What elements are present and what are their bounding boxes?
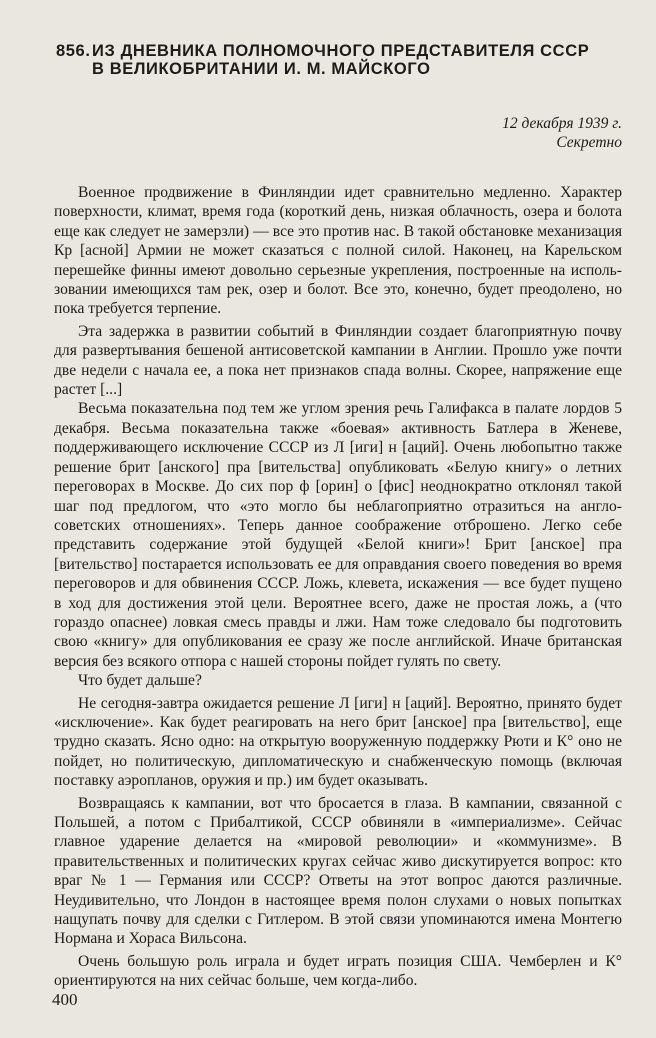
heading-title-line-2: В ВЕЛИКОБРИТАНИИ И. М. МАЙСКОГО — [92, 60, 431, 78]
classification-mark: Секретно — [556, 134, 622, 151]
paragraph-7: Очень большую роль играла и будет играть позиция США. Чемберлен и К° ориентируются на них сейчас больше, чем когда-либо. — [54, 952, 622, 990]
document-body — [54, 180, 622, 991]
paragraph-3: Весьма показательна под тем же углом зрения речь Галифакса в палате лордов 5 декабря. Весьма показательна также «боевая» активность Батлера в Женеве, поддерживающего исключение СССР из Л [иги] н [аций]. Очень любопытно также решение брит [анского] пра [вительства] опубликовать «Белую книгу» о летних переговорах в Москве. До сих пор ф [орин] о [фис] неоднократно отклонял такой шаг под предлогом, что «это могло бы неблагоприятно отразиться на англо-советских отношениях». Теперь данное соображение отброшено. Легко себе представить содержание этой будущей «Белой книги»! Брит [анское] пра [вительство] постарается использовать ее для оправдания своего поведения во время переговоров и для обвинения СССР. Ложь, клевета, искажения — все будет пущено в ход для достижения этой цели. Вероятнее всего, даже не простая ложь, а (что гораздо опаснее) ловкая смесь правды и лжи. Нам тоже следовало бы подготовить свою «книгу» для опубликования ее сразу же после английской. Иначе британская версия без всякого отпора с нашей стороны пойдет гулять по свету. — [54, 400, 622, 670]
dateline — [502, 114, 622, 152]
document-date: 12 декабря 1939 г. — [502, 115, 622, 132]
heading-title-line-1: ИЗ ДНЕВНИКА ПОЛНОМОЧНОГО ПРЕДСТАВИТЕЛЯ СССР — [92, 42, 590, 60]
paragraph-5: Не сегодня-завтра ожидается решение Л [иги] н [аций]. Вероятно, принято будет «исключение». Как будет реагировать на него брит [анское] пра [вительство], еще трудно сказать. Ясно одно: на открытую вооруженную поддержку Рюти и К° оно не пойдет, но политическую, дипломатическую и снабженческую помощь (включая поставку аэропланов, оружия и пр.) им будет оказывать. — [54, 694, 622, 790]
page-number: 400 — [52, 990, 78, 1009]
paragraph-2: Эта задержка в развитии событий в Финляндии создает благоприятную почву для развертывания бешеной антисоветской кампании в Англии. Прошло уже почти две недели с начала ее, а пока нет признаков спада волны. Скорее, напряжение еще растет [...] — [54, 322, 622, 399]
document-number: 856. — [56, 42, 91, 60]
paragraph-1: Военное продвижение в Финляндии идет сравнительно медленно. Характер поверхности, климат, время года (короткий день, низкая облачность, озера и болота еще как следует не замерзли) — все это против нас. В такой обстановке механизация Кр [асной] Армии не может сказаться с полной силой. Наконец, на Карельском перешейке финны имеют довольно серьезные укрепления, построенные на использовании имеющихся там рек, озер и болот. Все это, конечно, будет преодолено, но пока требуется терпение. — [54, 184, 622, 318]
paragraph-4: Что будет дальше? — [78, 672, 202, 690]
paragraph-6: Возвращаясь к кампании, вот что бросается в глаза. В кампании, связанной с Польшей, а потом с Прибалтикой, СССР обвиняли в «империализме». Сейчас главное ударение делается на «мировой революции» и «коммунизме». В правительственных и политических кругах сейчас живо дискутируется вопрос: кто враг № 1 — Германия или СССР? Ответы на этот вопрос даются различные. Неудивительно, что Лондон в настоящее время полон слухами о новых попытках нащупать почву для сделки с Гитлером. В этой связи упоминаются имена Монтегю Нормана и Хораса Вильсона. — [54, 794, 622, 948]
heading-line-1 — [56, 42, 626, 60]
document-heading — [56, 42, 626, 78]
